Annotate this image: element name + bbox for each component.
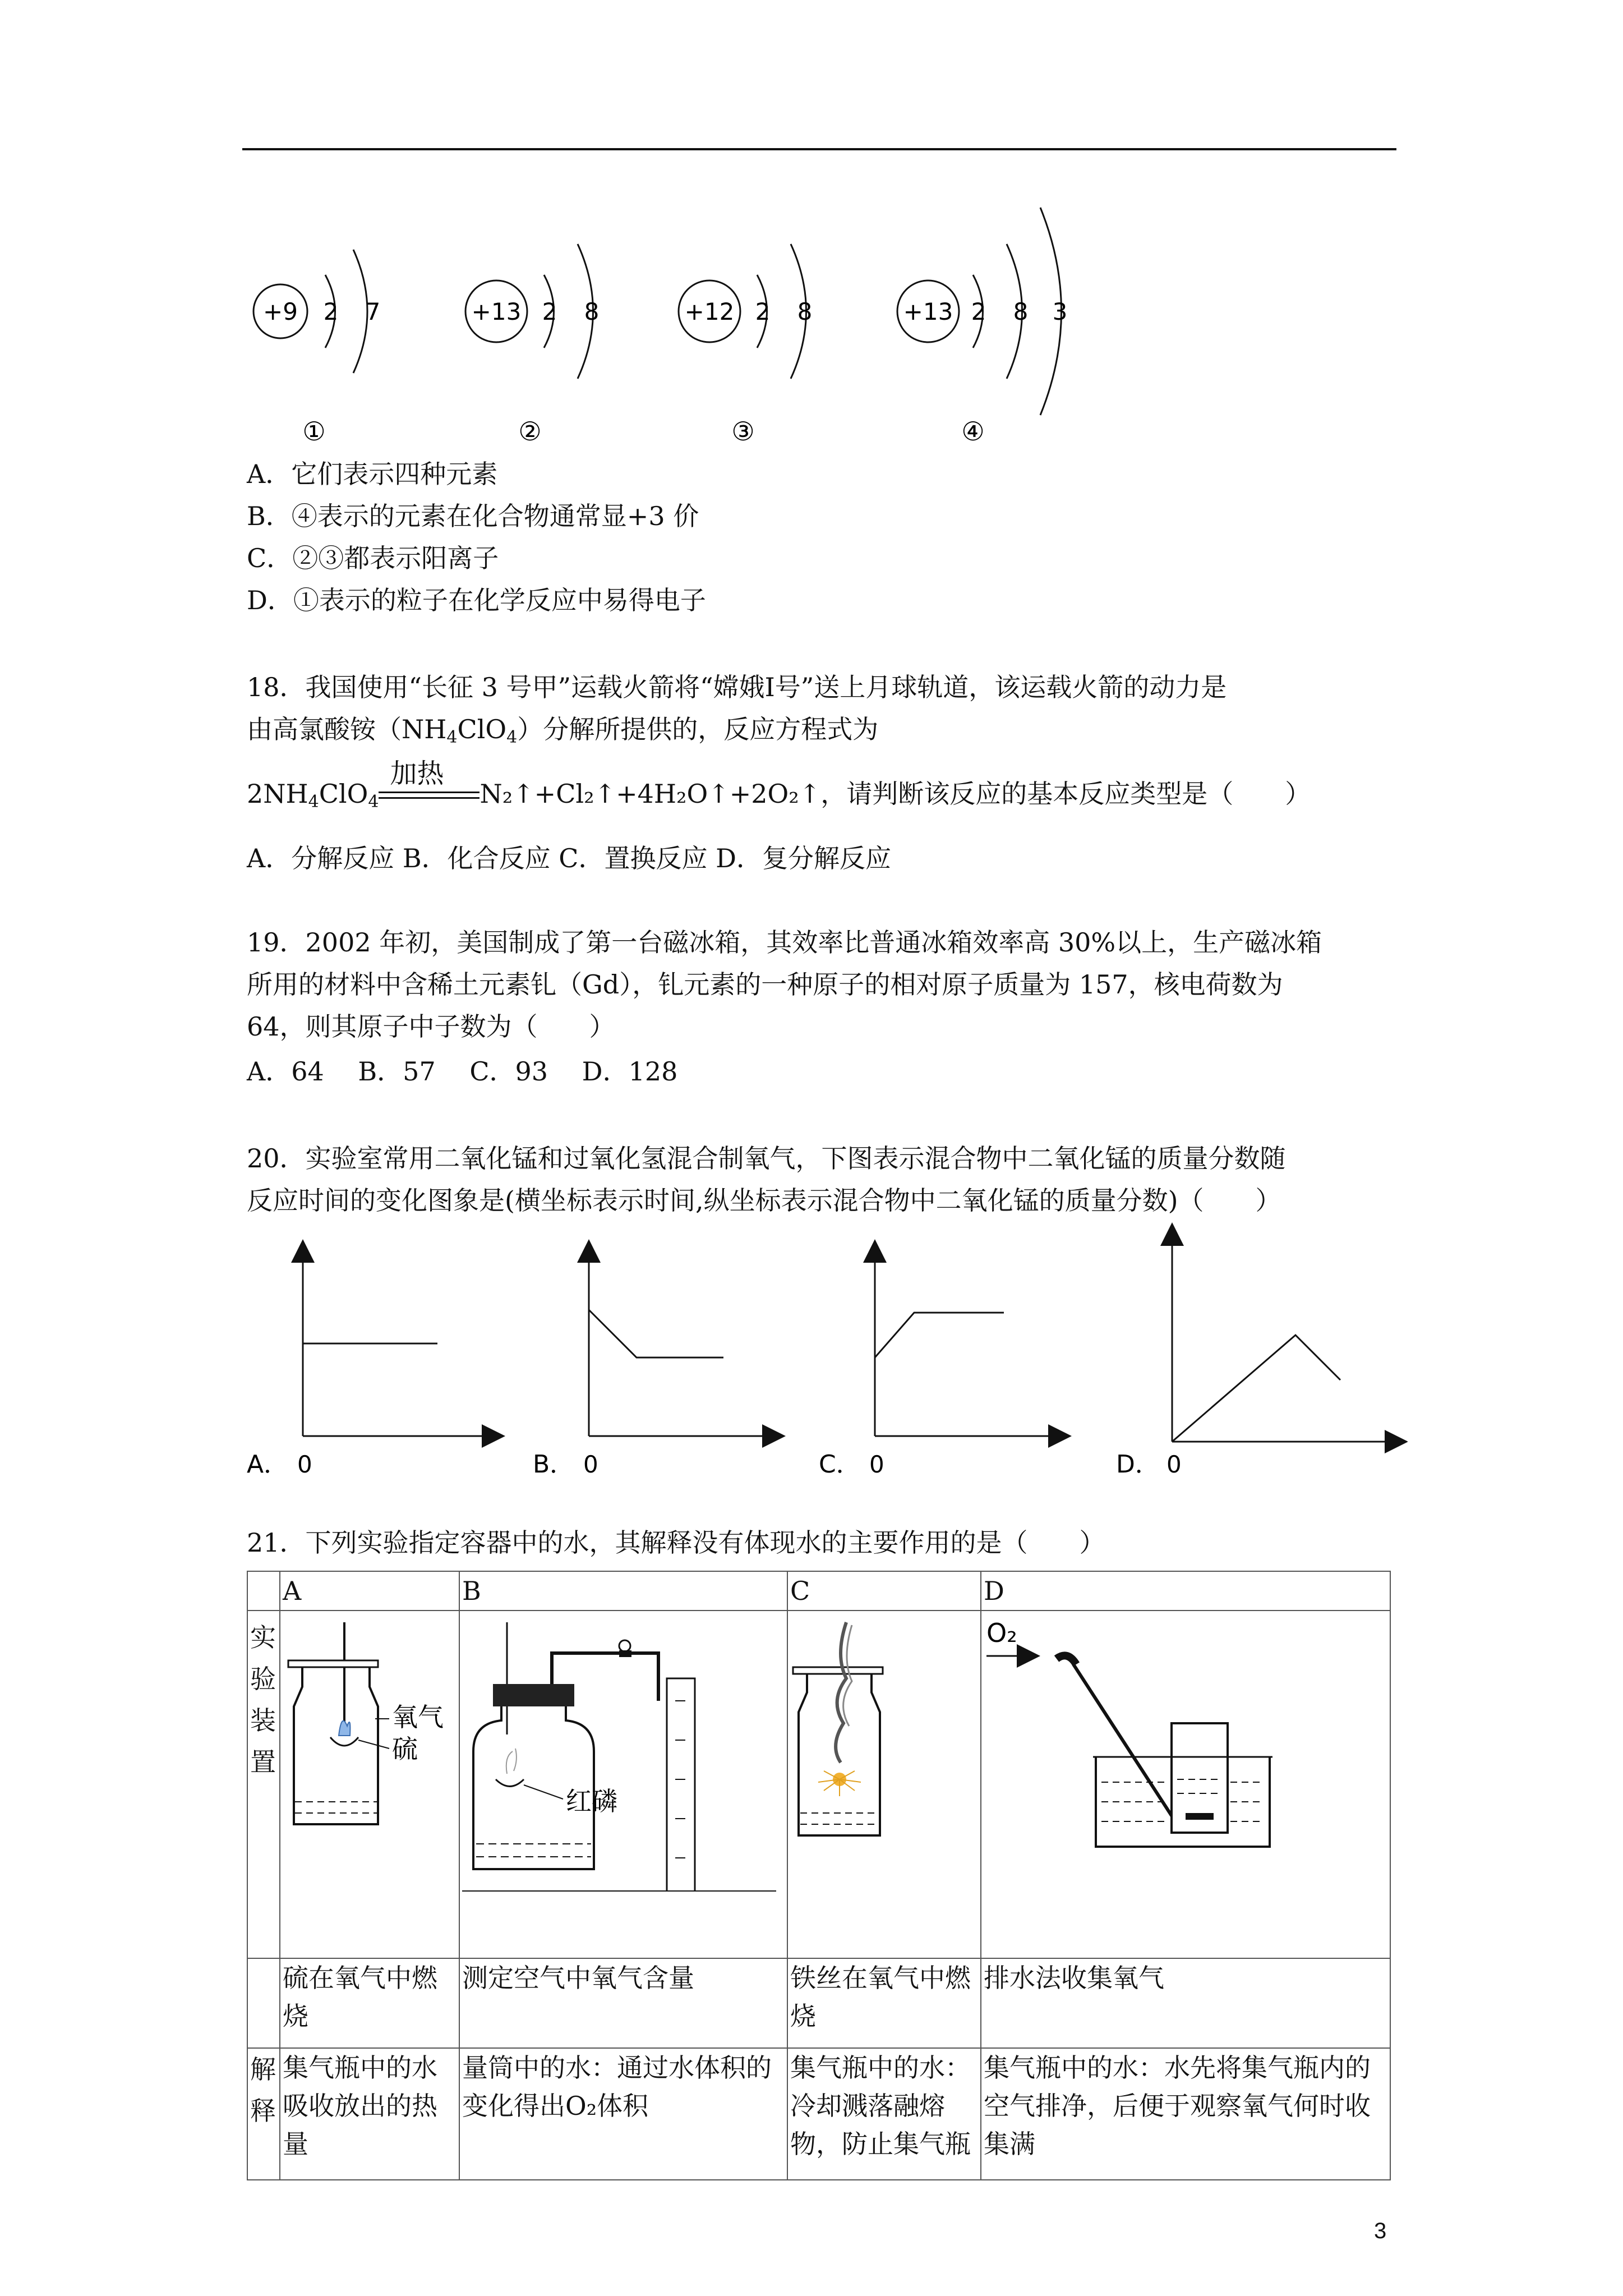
eq-arrow (379, 758, 479, 807)
q21-stem: 21．下列实验指定容器中的水，其解释没有体现水的主要作用的是（ ） (247, 1527, 1105, 1558)
subscript: 4 (308, 792, 319, 812)
header-rule (242, 148, 1396, 150)
table-explanation-row (247, 2048, 1390, 2180)
explanation-b: 量筒中的水：通过水体积的变化得出O₂体积 (459, 2048, 787, 2180)
caption-d: 排水法收集氧气 (981, 1958, 1390, 2048)
eq-condition: 加热 (390, 758, 444, 789)
graph-label: B． (533, 1450, 575, 1479)
col-header-d: D (981, 1571, 1390, 1611)
caption-a: 硫在氧气中燃烧 (280, 1958, 459, 2048)
q17-option-d: D．①表示的粒子在化学反应中易得电子 (247, 585, 706, 615)
q21-table (247, 1571, 1391, 2180)
table-apparatus-row (247, 1611, 1390, 1958)
label-o2: O₂ (986, 1618, 1017, 1648)
graph-b-line (589, 1310, 723, 1358)
q19-line-1: 19．2002 年初，美国制成了第一台磁冰箱，其效率比普通冰箱效率高 30%以上，生产磁冰箱 (247, 927, 1322, 958)
q18-line-2 (247, 712, 878, 754)
table-corner (247, 1571, 280, 1611)
shell-count: 8 (1013, 298, 1029, 325)
subscript: 4 (506, 728, 518, 747)
eq-reactant: 2NH (247, 779, 308, 809)
graph-origin: 0 (1166, 1451, 1182, 1478)
col-header-b: B (459, 1571, 787, 1611)
q19-line-3: 64，则其原子中子数为（ ） (247, 1011, 615, 1042)
q18-text: 由高氯酸铵（NH (247, 714, 447, 744)
shell-count: 8 (797, 298, 813, 325)
q20-graphs (241, 1217, 1408, 1498)
q20-line-1: 20．实验室常用二氧化锰和过氧化氢混合制氧气，下图表示混合物中二氧化锰的质量分数随 (247, 1143, 1286, 1174)
graph-origin: 0 (869, 1451, 884, 1478)
atom-structure-1 (253, 250, 380, 447)
atom-structure-4 (897, 208, 1067, 447)
shell-count: 2 (323, 298, 339, 325)
eq-products: N₂↑+Cl₂↑+4H₂O↑+2O₂↑，请判断该反应的基本反应类型是（ ） (479, 779, 1311, 809)
caption-c: 铁丝在氧气中燃烧 (787, 1958, 981, 2048)
subscript: 4 (368, 792, 379, 812)
row-label-explanation: 解释 (247, 2048, 280, 2180)
atom-label: ① (302, 416, 326, 447)
caption-b: 测定空气中氧气含量 (459, 1958, 787, 2048)
q18-line-1: 18．我国使用“长征 3 号甲”运载火箭将“嫦娥Ⅰ号”送上月球轨道，该运载火箭的动力是 (247, 672, 1227, 702)
graph-c (819, 1251, 1060, 1479)
subscript: 4 (446, 728, 458, 747)
apparatus-b-image (462, 1611, 785, 1892)
atom-nucleus: +13 (471, 298, 522, 325)
atom-structure-3 (679, 244, 812, 447)
shell-count: 8 (584, 298, 600, 325)
label-oxygen: 氧气 (392, 1702, 444, 1732)
explanation-c: 集气瓶中的水：冷却溅落融熔物，防止集气瓶 (787, 2048, 981, 2180)
row-label-apparatus: 实验装置 (247, 1611, 280, 1958)
graph-origin: 0 (583, 1451, 598, 1478)
q19-options: A．64 B．57 C．93 D．128 (247, 1056, 678, 1087)
q17-option-c: C．②③都表示阳离子 (247, 543, 499, 573)
shell-count: 7 (365, 298, 381, 325)
shell-count: 3 (1052, 298, 1068, 325)
graph-label: A． (247, 1450, 289, 1479)
apparatus-c-image (790, 1611, 978, 1869)
q18-text: ClO (457, 714, 507, 744)
table-header-row (247, 1571, 1390, 1611)
graph-label: D． (1116, 1450, 1160, 1479)
graph-b (533, 1251, 774, 1479)
col-header-a: A (280, 1571, 459, 1611)
q18-text: ）分解所提供的，反应方程式为 (517, 714, 879, 744)
spark-icon (818, 1771, 861, 1796)
q18-equation (247, 758, 1311, 819)
apparatus-d-image (984, 1611, 1387, 1852)
graph-d-line (1172, 1335, 1340, 1442)
label-red-phosphorus: 红磷 (566, 1786, 617, 1816)
graph-a (247, 1251, 494, 1479)
graph-origin: 0 (297, 1451, 312, 1478)
cell-apparatus-b (459, 1611, 787, 1958)
cell-apparatus-d (981, 1611, 1390, 1958)
explanation-d: 集气瓶中的水：水先将集气瓶内的空气排净，后便于观察氧气何时收集满 (981, 2048, 1390, 2180)
table-caption-row (247, 1958, 1390, 2048)
atom-nucleus: +12 (684, 298, 735, 325)
atom-label: ④ (961, 416, 985, 447)
graph-label: C． (819, 1450, 861, 1479)
eq-reactant: ClO (319, 779, 368, 809)
atom-label: ② (518, 416, 542, 447)
explanation-a: 集气瓶中的水吸收放出的热量 (280, 2048, 459, 2180)
col-header-c: C (787, 1571, 981, 1611)
shell-count: 2 (971, 298, 986, 325)
q18-options: A．分解反应 B．化合反应 C．置换反应 D．复分解反应 (247, 843, 891, 873)
caption-spacer (247, 1958, 280, 2048)
atom-nucleus: +13 (903, 298, 953, 325)
shell-count: 2 (755, 298, 771, 325)
graph-d (1116, 1234, 1396, 1479)
atom-diagrams (241, 202, 1116, 460)
shell-count: 2 (542, 298, 557, 325)
atom-structure-2 (465, 244, 599, 447)
cell-apparatus-a (280, 1611, 459, 1958)
apparatus-a-image (283, 1611, 457, 1869)
atom-label: ③ (731, 416, 755, 447)
graph-c-line (875, 1313, 1004, 1358)
atom-nucleus: +9 (263, 298, 298, 325)
page-number: 3 (1374, 2219, 1387, 2243)
q17-option-b: B．④表示的元素在化合物通常显+3 价 (247, 501, 699, 531)
q19-line-2: 所用的材料中含稀土元素钆（Gd），钆元素的一种原子的相对原子质量为 157，核电荷数为 (247, 969, 1283, 1000)
label-sulfur: 硫 (392, 1734, 418, 1764)
q20-line-2: 反应时间的变化图象是(横坐标表示时间,纵坐标表示混合物中二氧化锰的质量分数)（ ） (247, 1185, 1281, 1216)
q17-option-a: A．它们表示四种元素 (247, 459, 498, 489)
cell-apparatus-c (787, 1611, 981, 1958)
